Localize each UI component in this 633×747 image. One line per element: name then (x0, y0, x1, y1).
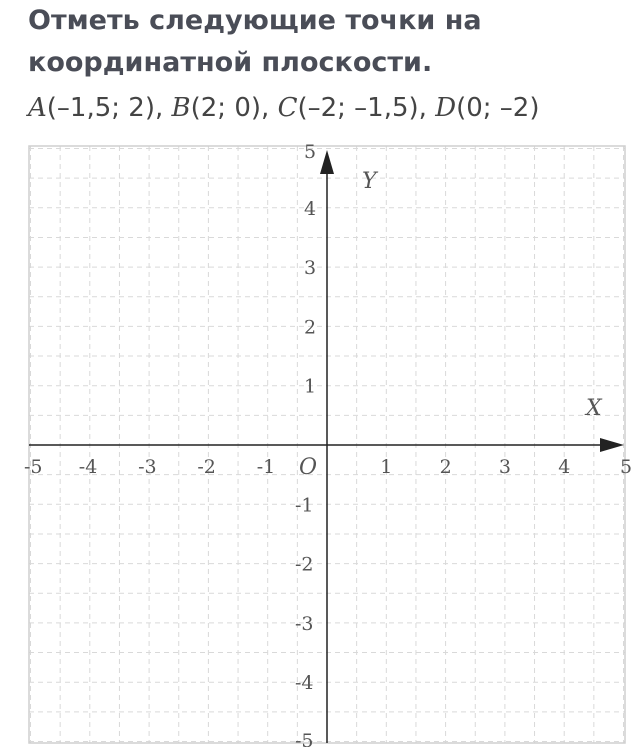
x-tick-label: 3 (498, 456, 511, 478)
y-tick-label: -4 (295, 672, 314, 695)
x-tick-label: 1 (380, 456, 393, 478)
point-c-coords: (–2; –1,5) (297, 93, 419, 123)
x-tick-label: -3 (138, 456, 157, 478)
x-tick-label: -4 (78, 456, 98, 478)
point-b-separator: , (261, 93, 278, 123)
y-tick-label: -3 (295, 612, 314, 635)
y-tick-label: -2 (295, 553, 314, 576)
point-d-coords: (0; –2) (456, 93, 540, 123)
point-a-coords: (–1,5; 2) (46, 93, 155, 123)
y-axis-arrow (320, 150, 334, 174)
task-title-line-2: координатной плоскости. (28, 47, 433, 78)
point-b-coords: (2; 0) (190, 93, 262, 123)
x-axis-label: X (586, 396, 602, 421)
y-tick-label: 3 (304, 257, 317, 280)
y-tick-label: 1 (304, 375, 317, 398)
y-tick-label: 4 (304, 197, 317, 220)
x-tick-label: 4 (558, 456, 571, 478)
tick-labels (24, 141, 632, 747)
x-tick-label: -1 (256, 456, 276, 478)
task-title-line-1: Отметь следующие точки на (28, 5, 482, 36)
y-tick-label: -1 (295, 494, 314, 517)
origin-label: O (299, 455, 318, 480)
point-a-separator: , (154, 93, 172, 123)
y-axis-label: Y (362, 169, 377, 194)
y-tick-label: 2 (304, 316, 317, 339)
y-tick-label: 5 (304, 141, 317, 163)
x-tick-label: 5 (620, 456, 633, 478)
point-c-name: C (277, 93, 298, 123)
point-d-name: D (435, 93, 457, 123)
x-tick-label: 2 (439, 456, 452, 478)
x-axis-arrow (600, 438, 624, 452)
point-b-name: B (171, 93, 191, 123)
x-tick-label: -5 (24, 456, 43, 478)
x-tick-label: -2 (197, 456, 216, 478)
y-tick-label: -5 (295, 730, 314, 747)
point-a-name: A (28, 93, 47, 123)
point-c-separator: , (418, 93, 436, 123)
